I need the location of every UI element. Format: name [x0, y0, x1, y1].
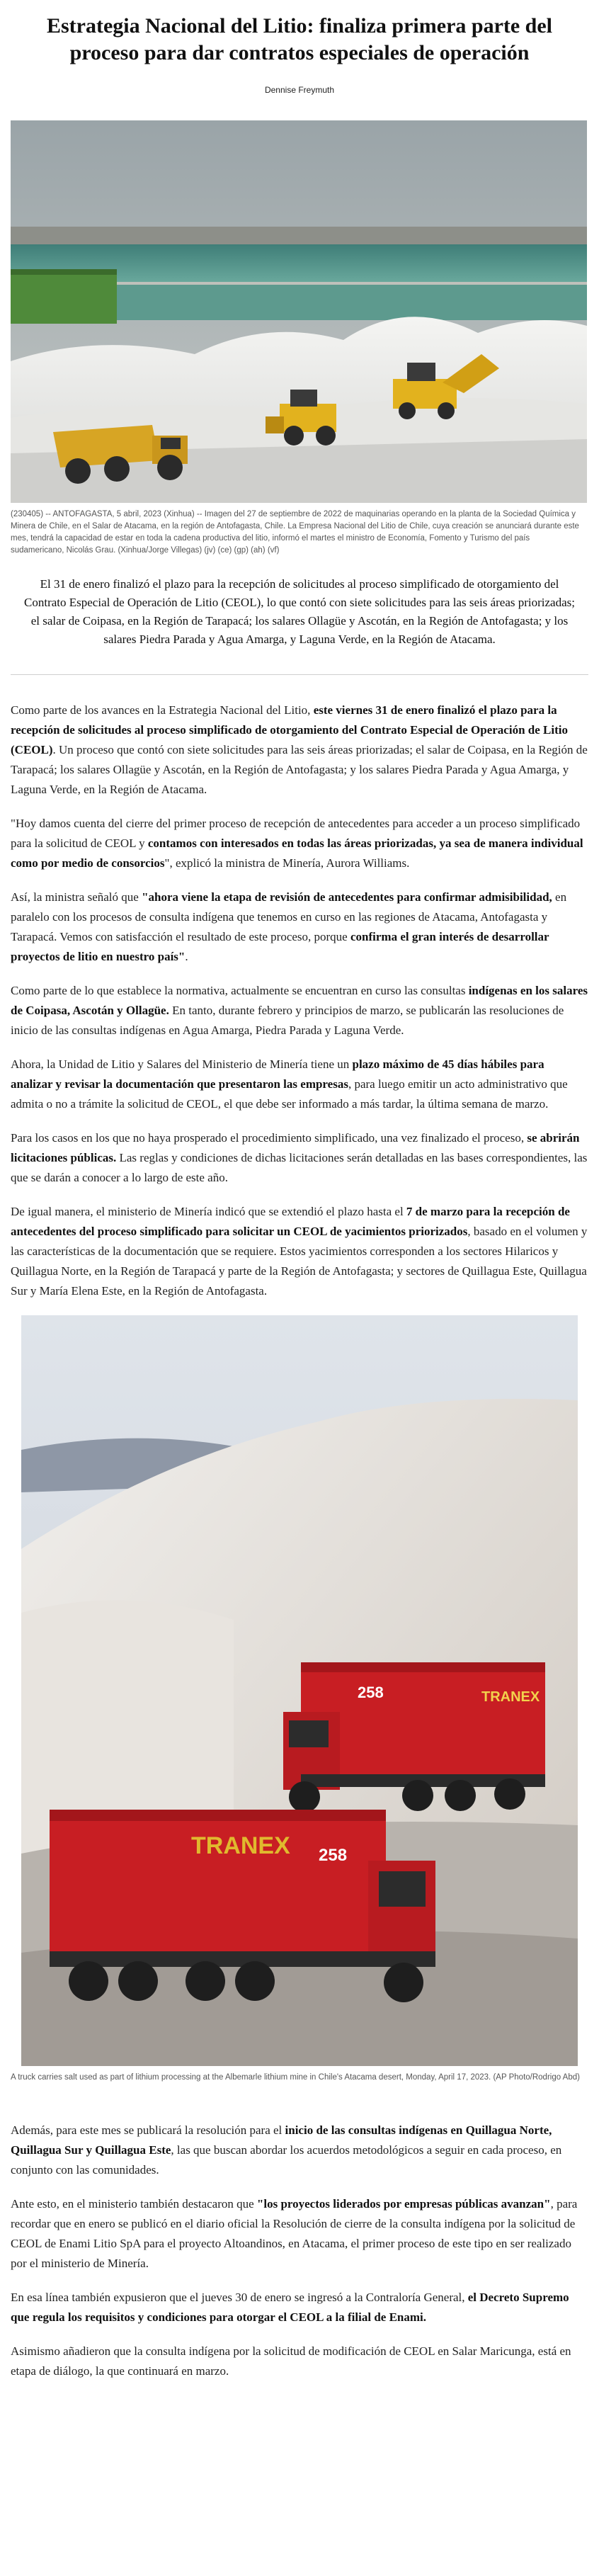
truck-image — [21, 1315, 578, 2066]
paragraph-11: Asimismo añadieron que la consulta indígena por la solicitud de modificación de CEOL en Salar Maricunga, está en etapa de diálogo, la que continuará en marzo. — [11, 2344, 571, 2378]
article-body — [11, 700, 588, 1301]
hero-caption: (230405) -- ANTOFAGASTA, 5 abril, 2023 (Xinhua) -- Imagen del 27 de septiembre de 2022 de maquinarias operando en la planta de la Sociedad Química y Minera de Chile, en el Salar de Atacama, en la región de Antofagasta, Chile. La Empresa Nacional del Litio de Chile, cuya creación se anunciará durante este mes, tendrá la capacidad de estar en toda la cadena productiva del litio, informó el martes el ministro de Economía, Fomento y Turismo del país sudamericano, Nicolás Grau. (Xinhua/Jorge Villegas) (jv) (ce) (gp) (ah) (vf) — [11, 510, 579, 555]
paragraph-2: "Hoy damos cuenta del cierre del primer proceso de recepción de antecedentes para acceder a un proceso simplificado para la solicitud de CEOL y contamos con interesados en todas las áreas priorizadas, ya sea de manera individual como por medio de consorcios", explicó la ministra de Minería, Aurora Williams. — [11, 817, 583, 870]
article-author[interactable]: Dennise Freymuth — [264, 85, 335, 95]
paragraph-4: Como parte de lo que establece la normativa, actualmente se encuentran en curso las consultas indígenas en los salares de Coipasa, Ascotán y Ollagüe. En tanto, durante febrero y principios de marzo, se publicarán las resoluciones de inicio de las consultas indígenas en Agua Amarga, Piedra Parada y Laguna Verde. — [11, 984, 588, 1037]
paragraph-10: En esa línea también expusieron que el jueves 30 de enero se ingresó a la Contraloría General, el Decreto Supremo que regula los requisitos y condiciones para otorgar el CEOL a la filial de Enami. — [11, 2291, 569, 2324]
truck-top-number: 258 — [358, 1684, 384, 1701]
hero-illustration — [11, 120, 587, 503]
paragraph-3: Así, la ministra señaló que "ahora viene la etapa de revisión de antecedentes para confirmar admisibilidad, en paralelo con los procesos de consulta indígena que tenemos en curso en las regiones de Atacama, Antofagasta y Tarapacá. Vemos con satisfacción el resultado de este proceso, porque confirma el gran interés de desarrollar proyectos de litio en nuestro país". — [11, 890, 567, 963]
paragraph-1: Como parte de los avances en la Estrategia Nacional del Litio, este viernes 31 de enero finalizó el plazo para la recepción de solicitudes al proceso simplificado de otorgamiento del Contrato Especial de Operación de Litio (CEOL). Un proceso que contó con siete solicitudes para las seis áreas priorizadas; el salar de Coipasa, en la Región de Tarapacá; los salares Ollagüe y Ascotán, en la Región de Antofagasta; y los salares Piedra Parada y Agua Amarga, y Laguna Verde, en la Región de Atacama. — [11, 703, 588, 796]
article-summary: El 31 de enero finalizó el plazo para la recepción de solicitudes al proceso simplificado de otorgamiento del Contrato Especial de Operación de Litio (CEOL), lo que contó con siete solicitudes para las seis áreas priorizadas; el salar de Coipasa, en la Región de Tarapacá; los salares Ollagüe y Ascotán, en la Región de Antofagasta; y los salares Piedra Parada y Agua Amarga, y Laguna Verde, en la Región de Atacama. — [24, 577, 575, 646]
paragraph-5: Ahora, la Unidad de Litio y Salares del Ministerio de Minería tiene un plazo máximo de 45 días hábiles para analizar y revisar la documentación que presentaron las empresas, para luego emitir un acto administrativo que admita o no a trámite la solicitud de CEOL, el que debe ser informado a más tardar, la última semana de marzo. — [11, 1057, 568, 1111]
green-shed — [11, 273, 117, 324]
paragraph-8: Además, para este mes se publicará la resolución para el inicio de las consultas indígenas en Quillagua Norte, Quillagua Sur y Quillagua Este, las que buscan abordar los acuerdos metodológicos a seguir en cada proceso, en conjunto con las comunidades. — [11, 2123, 562, 2177]
hero-image — [11, 120, 587, 503]
article-body-continued — [11, 2121, 588, 2381]
shed-roof — [11, 269, 117, 275]
paragraph-6: Para los casos en los que no haya prosperado el procedimiento simplificado, una vez finalizado el proceso, se abrirán licitaciones públicas. Las reglas y condiciones de dichas licitaciones serán detalladas en las bases correspondientes, las que se darán a conocer a lo largo de este año. — [11, 1131, 588, 1184]
truck-caption: A truck carries salt used as part of lithium processing at the Albemarle lithium mine in Chile's Atacama desert, Monday, April 17, 2023. (AP Photo/Rodrigo Abd) — [11, 2073, 580, 2082]
truck-bottom-number: 258 — [319, 1846, 348, 1865]
article-title: Estrategia Nacional del Litio: finaliza primera parte del proceso para dar contratos especiales de operación — [46, 14, 553, 64]
truck-illustration — [21, 1315, 578, 2066]
section-divider — [11, 674, 588, 675]
paragraph-7: De igual manera, el ministerio de Minería indicó que se extendió el plazo hasta el 7 de marzo para la recepción de antecedentes del proceso simplificado para solicitar un CEOL de yacimientos priorizados, basado en el volumen y las características de la documentación que se requiere. Estos yacimientos corresponden a los sectores Hilaricos y Quillagua Norte, en la Región de Tarapacá y parte de la Región de Antofagasta; y sectores de Quillagua Este, Quillagua Sur y María Elena Este, en la Región de Antofagasta. — [11, 1205, 588, 1298]
paragraph-9: Ante esto, en el ministerio también destacaron que "los proyectos liderados por empresas públicas avanzan", para recordar que en enero se publicó en el diario oficial la Resolución de cierre de la consulta indígena por la solicitud de CEOL de Enami Litio SpA para el proyecto Altoandinos, en Atacama, el primer proceso de este tipo en ser realizado por el ministerio de Minería. — [11, 2197, 578, 2270]
truck-top-brand: TRANEX — [481, 1689, 540, 1705]
truck-bottom-brand: TRANEX — [191, 1832, 290, 1859]
